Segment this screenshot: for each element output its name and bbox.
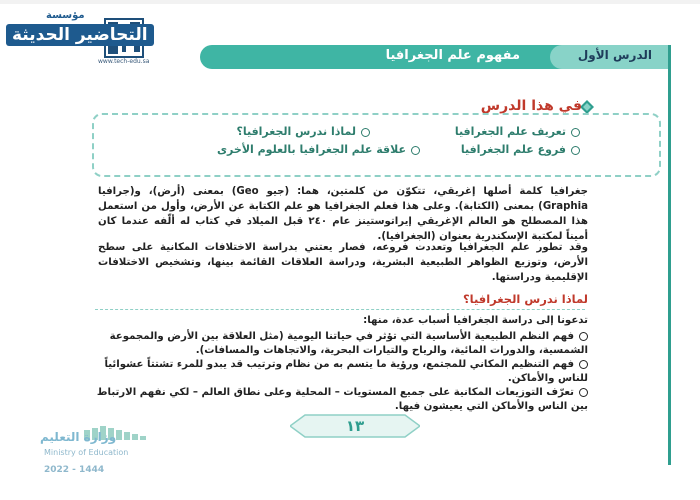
logo-title: التحاضير الحديثة: [6, 24, 154, 46]
body-paragraph: جغرافيا كلمة أصلها إغريقي، تتكوّن من كلمتين، هما: (جيو Geo) بمعنى (أرض)، و(جرافيا Graphia) بمعنى (الكتابة). وعلى هذا فعلم الجغرافيا هو علم الكتابة عن الأرض، وأول من استعمل هذا المصطلح هو العالم الإغريقي إيراتوستينز عام ٢٤٠ قبل الميلاد في كتاب له ألّفه عندما كان أميناً لمكتبة الإسكندرية بعنوان (الجغرافيا).: [98, 186, 588, 242]
circle-bullet-icon: [579, 360, 588, 369]
objective-item: علاقة علم الجغرافيا بالعلوم الأخرى: [217, 143, 420, 156]
ministry-name-en: Ministry of Education: [44, 448, 129, 457]
section-heading: لماذا ندرس الجغرافيا؟: [463, 292, 588, 306]
diamond-icon: [580, 100, 594, 114]
objective-item: لماذا ندرس الجغرافيا؟: [236, 125, 370, 138]
publisher-logo: [6, 6, 186, 68]
logo-subtitle: مؤسسة: [46, 10, 85, 21]
lesson-box-heading: في هذا الدرس: [480, 98, 582, 114]
circle-bullet-icon: [571, 128, 580, 137]
lesson-title: مفهوم علم الجغرافيا: [385, 48, 520, 63]
circle-bullet-icon: [571, 146, 580, 155]
page-number: ١٣: [345, 417, 365, 435]
section-divider: [95, 309, 585, 310]
margin-rule: [668, 45, 671, 465]
bullet-item: فهم التنظيم المكاني للمجتمع، ورؤية ما يتسم به من نظام وترتيب قد يبدو للمرء تشتتاً عشوائياً للناس والأماكن.: [104, 359, 588, 384]
circle-bullet-icon: [579, 332, 588, 341]
body-paragraph: وقد تطور علم الجغرافيا وتعددت فروعه، فصار يعتني بدراسة الاختلافات المكانية على سطح الأرض، وتوزيع الظواهر الطبيعية البشرية، ودراسة العلاقات القائمة بينها، وتشخيص الاختلافات الإقليمية ودراستها.: [98, 242, 588, 283]
section-intro: تدعونا إلى دراسة الجغرافيا أسباب عدة، منها:: [363, 315, 588, 326]
objective-item: فروع علم الجغرافيا: [461, 143, 580, 156]
circle-bullet-icon: [361, 128, 370, 137]
logo-url: www.tech-edu.sa: [98, 58, 150, 65]
bullet-item: تعرّف التوزيعات المكانية على جميع المستويات – المحلية وعلى نطاق العالم – لكي نفهم الارتباط بين الناس والأماكن التي يعيشون فيها.: [96, 387, 588, 412]
lesson-header: [200, 45, 670, 69]
circle-bullet-icon: [411, 146, 420, 155]
ministry-block: [38, 430, 158, 490]
top-strip: [0, 0, 700, 4]
edition-year: 2022 - 1444: [44, 465, 105, 475]
circle-bullet-icon: [579, 388, 588, 397]
lesson-label: الدرس الأول: [577, 48, 652, 62]
objective-item: تعريف علم الجغرافيا: [455, 125, 580, 138]
bullet-item: فهم النظم الطبيعية الأساسية التي تؤثر في حياتنا اليومية (مثل العلاقة بين الأرض والمجموعة الشمسية، والدورات المائية، والرياح والتيارات البحرية، والاتجاهات والمسافات).: [109, 331, 588, 356]
ministry-name-ar: وزارة التعليم: [40, 430, 117, 444]
